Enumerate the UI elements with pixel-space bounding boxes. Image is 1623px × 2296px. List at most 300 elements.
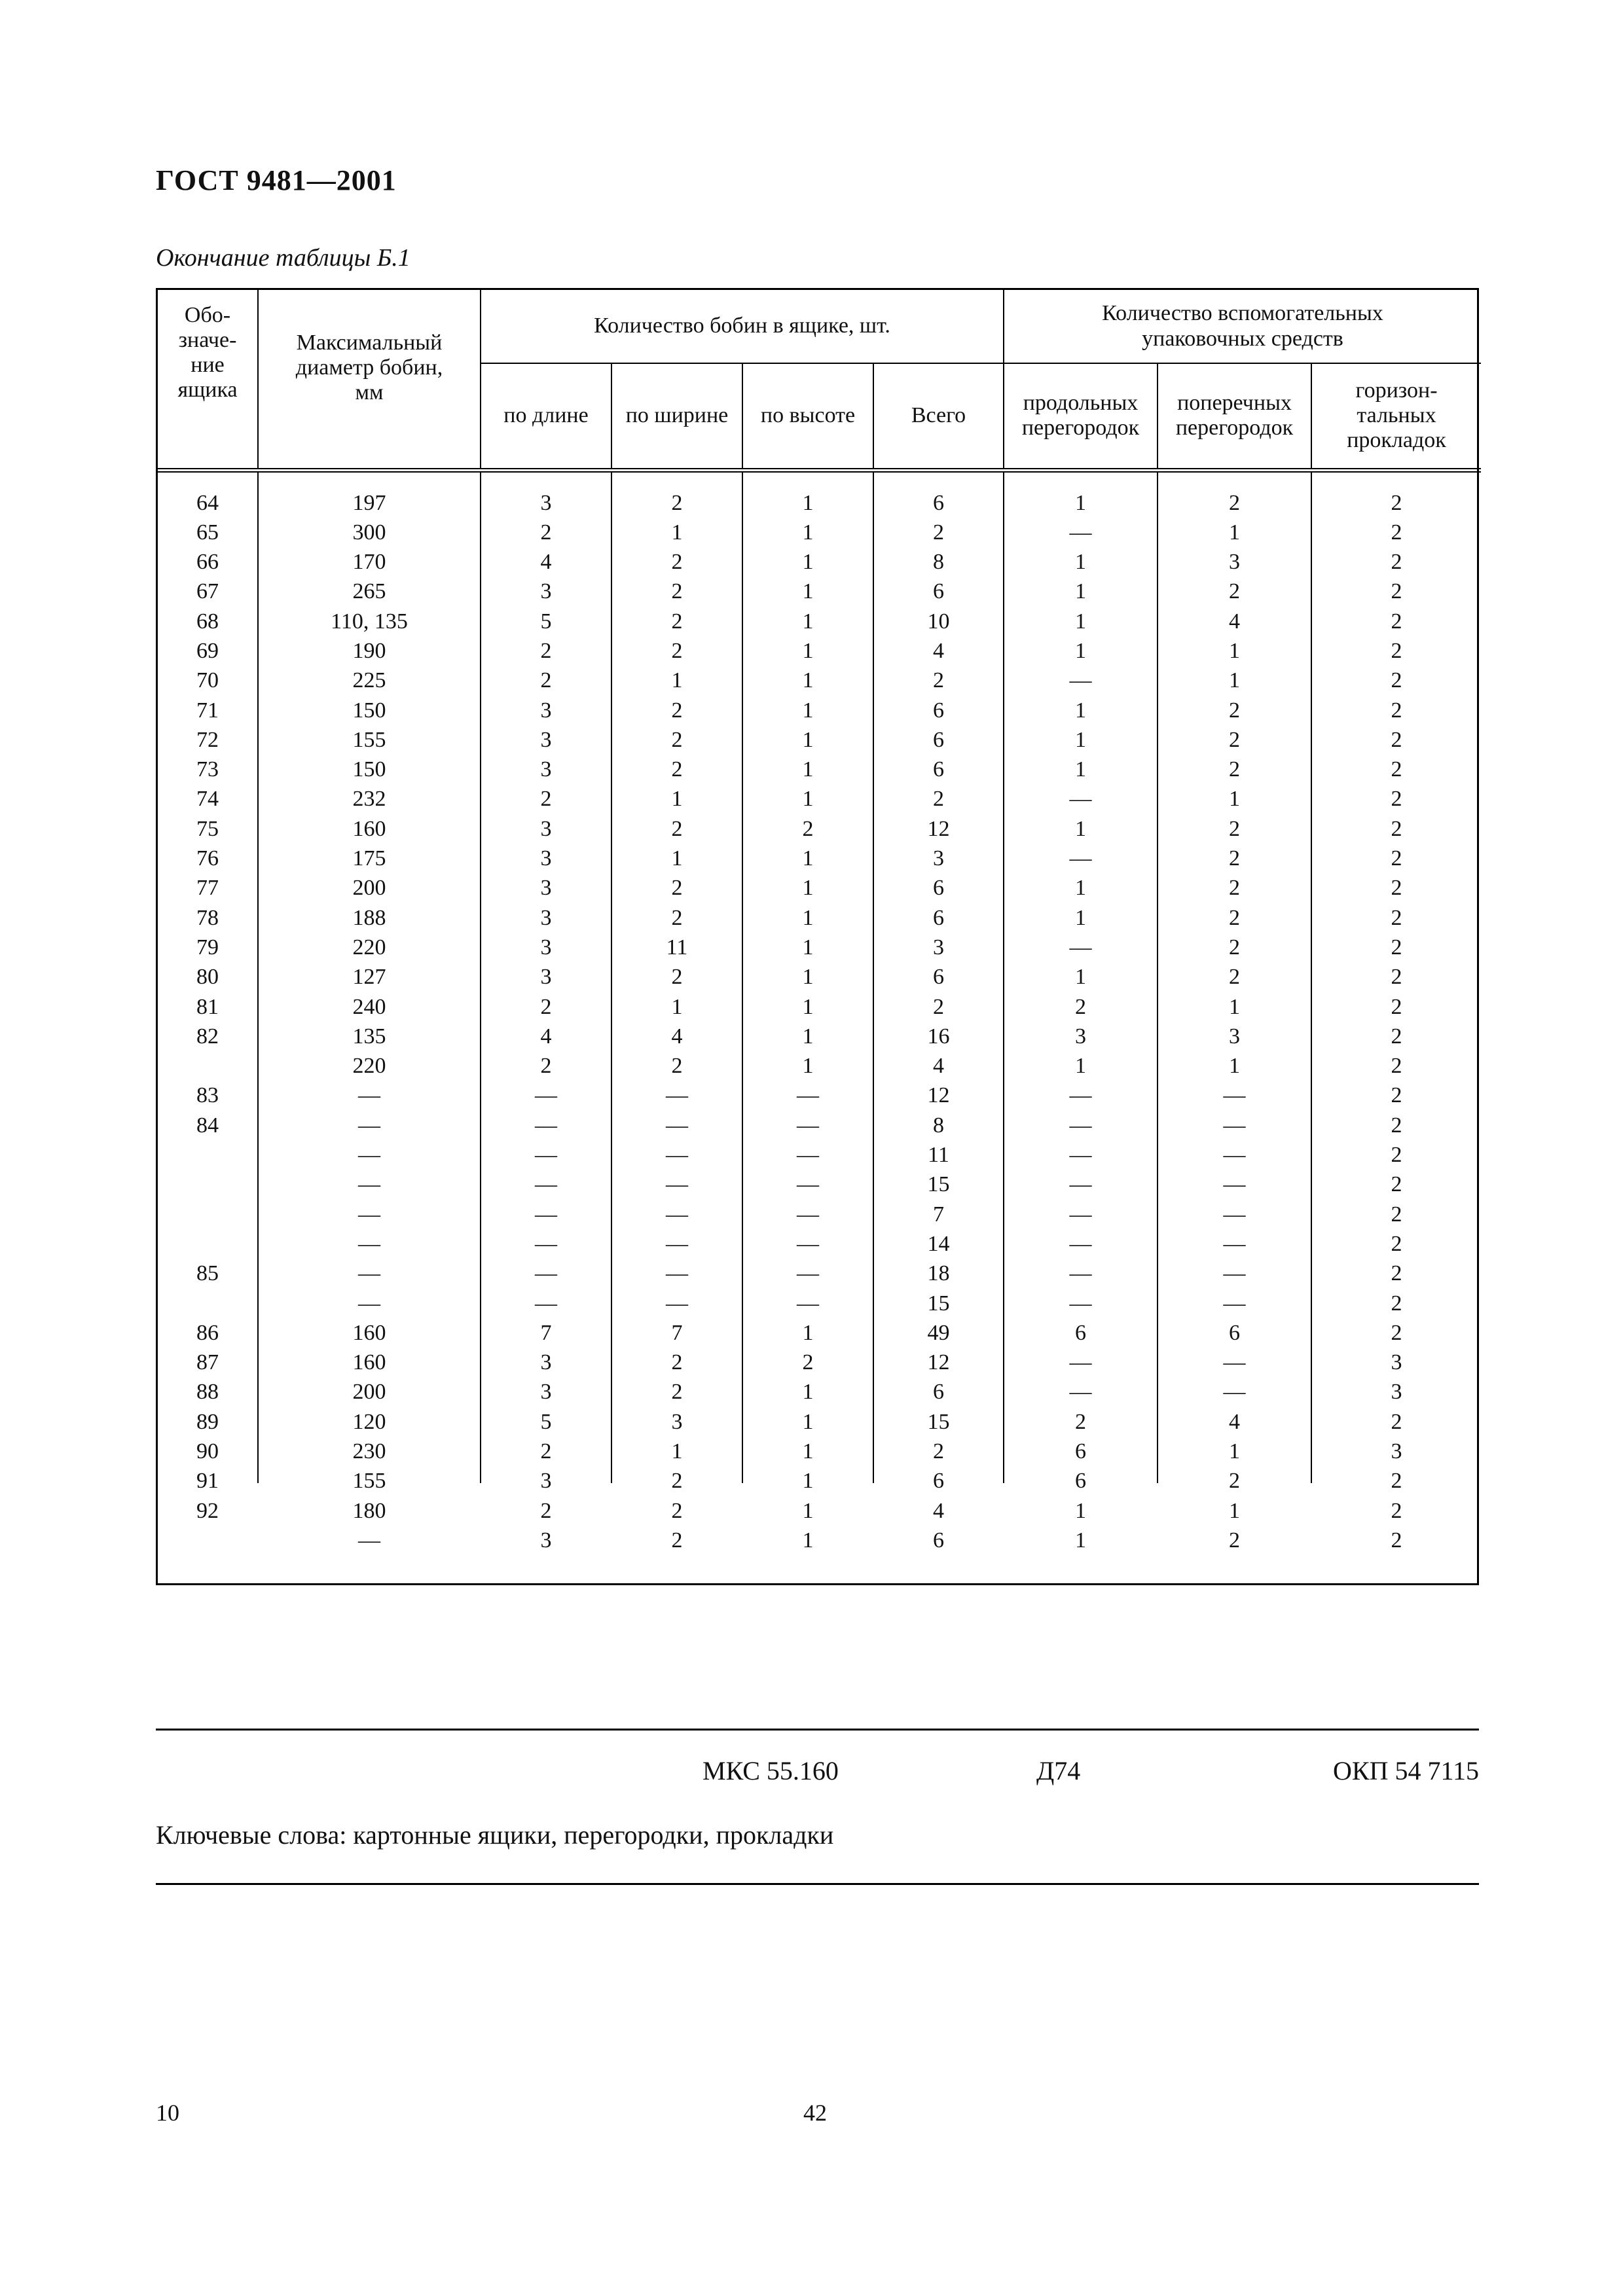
table-cell-horiz: 2: [1391, 1083, 1402, 1108]
table-cell-len: 3: [540, 490, 552, 515]
table-cell-box: 75: [196, 816, 219, 841]
table-cell-long: —: [1069, 935, 1092, 960]
table-cell-horiz: 2: [1391, 1113, 1402, 1138]
table-cell-total: 6: [933, 727, 944, 752]
table-cell-box: 70: [196, 668, 219, 693]
table-cell-box: 71: [196, 698, 219, 723]
table-cell-total: 7: [933, 1202, 944, 1227]
table-cell-hgt: 1: [802, 727, 814, 752]
table-cell-hgt: —: [797, 1291, 819, 1316]
table-cell-cross: —: [1223, 1380, 1246, 1405]
table-cell-horiz: 3: [1391, 1380, 1402, 1405]
column-longitudinal: [1004, 470, 1158, 1552]
table-cell-long: —: [1069, 1143, 1092, 1168]
mks-code: МКС 55.160: [702, 1756, 839, 1785]
table-cell-box: 91: [196, 1469, 219, 1494]
table-cell-long: 2: [1075, 994, 1086, 1019]
table-cell-total: 3: [933, 935, 944, 960]
table-cell-long: —: [1069, 1291, 1092, 1316]
table-cell-total: 12: [927, 816, 950, 841]
table-cell-hgt: 1: [802, 609, 814, 634]
table-cell-wid: 11: [666, 935, 688, 960]
table-cell-total: 11: [928, 1143, 949, 1168]
table-cell-horiz: 2: [1391, 727, 1402, 752]
column-box-designation: [158, 470, 258, 1523]
col-header-transverse: поперечных перегородок: [1158, 363, 1311, 470]
table-cell-total: 2: [933, 787, 944, 812]
column-by-length: [481, 470, 611, 1552]
table-cell-diam: —: [358, 1202, 380, 1227]
table-cell-box: 83: [196, 1083, 219, 1108]
page-number-center: 42: [803, 2100, 827, 2126]
table-cell-diam: 170: [352, 550, 386, 575]
table-cell-wid: 7: [671, 1320, 683, 1345]
table-cell-long: 1: [1075, 727, 1086, 752]
table-cell-total: 8: [933, 1113, 944, 1138]
table-cell-horiz: 2: [1391, 846, 1402, 871]
table-cell-wid: 2: [671, 579, 683, 604]
table-cell-cross: —: [1223, 1143, 1246, 1168]
table-cell-diam: 200: [352, 876, 386, 901]
table-cell-total: 6: [933, 1380, 944, 1405]
table-cell-cross: —: [1223, 1231, 1246, 1256]
table-cell-total: 18: [927, 1261, 950, 1286]
table-cell-wid: 1: [671, 787, 683, 812]
table-cell-len: 5: [540, 1409, 552, 1434]
table-cell-diam: —: [358, 1291, 380, 1316]
table-cell-total: 15: [927, 1291, 950, 1316]
keywords-line: Ключевые слова: картонные ящики, перегородки, прокладки: [156, 1820, 834, 1850]
table-cell-cross: 1: [1229, 787, 1240, 812]
table-cell-hgt: 1: [802, 520, 814, 545]
table-cell-box: [160, 1289, 255, 1318]
table-cell-long: 1: [1075, 490, 1086, 515]
col-header-designation: Обо- значе- ние ящика: [158, 290, 258, 470]
table-cell-wid: 1: [671, 1439, 683, 1463]
col-header-diameter: Максимальный диаметр бобин, мм: [258, 290, 481, 470]
table-cell-len: 2: [540, 638, 552, 663]
col-header-total: Всего: [873, 363, 1004, 470]
table-cell-hgt: 1: [802, 994, 814, 1019]
table-cell-hgt: —: [797, 1261, 819, 1286]
table-cell-diam: 197: [352, 490, 386, 515]
table-cell-horiz: 2: [1391, 965, 1402, 990]
table-cell-long: —: [1069, 1231, 1092, 1256]
table-cell-len: —: [535, 1261, 557, 1286]
table-cell-long: 1: [1075, 965, 1086, 990]
table-cell-horiz: 2: [1391, 757, 1402, 782]
table-cell-wid: 2: [671, 1498, 683, 1523]
table-cell-len: 3: [540, 876, 552, 901]
table-cell-total: 10: [927, 609, 950, 634]
table-cell-cross: 1: [1229, 638, 1240, 663]
table-cell-diam: 230: [352, 1439, 386, 1463]
table-cell-hgt: 1: [802, 1439, 814, 1463]
table-cell-diam: 180: [352, 1498, 386, 1523]
table-cell-total: 6: [933, 1469, 944, 1494]
table-cell-horiz: 2: [1391, 994, 1402, 1019]
table-cell-diam: 135: [352, 1024, 386, 1049]
table-cell-len: —: [535, 1143, 557, 1168]
table-cell-len: —: [535, 1291, 557, 1316]
table-cell-box: 86: [196, 1320, 219, 1345]
table-cell-cross: 6: [1229, 1320, 1240, 1345]
table-cell-hgt: 1: [802, 757, 814, 782]
table-cell-cross: 2: [1229, 816, 1240, 841]
table-cell-len: 2: [540, 520, 552, 545]
table-cell-long: —: [1069, 787, 1092, 812]
table-cell-len: 3: [540, 1380, 552, 1405]
table-cell-box: 80: [196, 965, 219, 990]
table-cell-box: 92: [196, 1498, 219, 1523]
table-cell-box: 67: [196, 579, 219, 604]
table-cell-len: 3: [540, 727, 552, 752]
table-cell-wid: 3: [671, 1409, 683, 1434]
table-cell-diam: —: [358, 1261, 380, 1286]
table-cell-len: 2: [540, 1498, 552, 1523]
table-cell-diam: 150: [352, 698, 386, 723]
table-cell-horiz: 2: [1391, 1054, 1402, 1079]
footer-top-rule: [156, 1729, 1479, 1731]
table-cell-total: 15: [927, 1409, 950, 1434]
table-cell-long: 6: [1075, 1469, 1086, 1494]
table-cell-wid: —: [666, 1202, 688, 1227]
table-cell-horiz: 2: [1391, 816, 1402, 841]
table-cell-hgt: —: [797, 1113, 819, 1138]
table-cell-len: 3: [540, 757, 552, 782]
col-header-height: по высоте: [742, 363, 873, 470]
table-cell-cross: 2: [1229, 1469, 1240, 1494]
table-cell-wid: —: [666, 1172, 688, 1197]
table-cell-len: 3: [540, 905, 552, 930]
table-cell-hgt: 1: [802, 1054, 814, 1079]
table-cell-box: 66: [196, 550, 219, 575]
column-by-width: [611, 470, 742, 1552]
table-cell-total: 12: [927, 1083, 950, 1108]
group-header-aux: Количество вспомогательных упаковочных средств: [1004, 290, 1481, 363]
table-cell-long: 2: [1075, 1409, 1086, 1434]
table-cell-cross: —: [1223, 1113, 1246, 1138]
table-cell-long: 1: [1075, 757, 1086, 782]
table-cell-horiz: 2: [1391, 1231, 1402, 1256]
column-transverse: [1158, 470, 1311, 1552]
table-cell-hgt: —: [797, 1172, 819, 1197]
table-cell-box: [160, 1051, 255, 1081]
table-cell-hgt: 1: [802, 550, 814, 575]
table-cell-hgt: 1: [802, 1409, 814, 1434]
table-cell-horiz: 2: [1391, 668, 1402, 693]
table-cell-cross: 2: [1229, 698, 1240, 723]
table-cell-box: 82: [196, 1024, 219, 1049]
table-cell-cross: 1: [1229, 1498, 1240, 1523]
table-cell-hgt: —: [797, 1202, 819, 1227]
table-cell-total: 2: [933, 994, 944, 1019]
table-cell-horiz: 2: [1391, 579, 1402, 604]
table-cell-cross: 1: [1229, 994, 1240, 1019]
table-cell-diam: 150: [352, 757, 386, 782]
table-cell-diam: 120: [352, 1409, 386, 1434]
table-cell-hgt: —: [797, 1083, 819, 1108]
table-cell-diam: 300: [352, 520, 386, 545]
table-cell-wid: —: [666, 1083, 688, 1108]
table-cell-box: 65: [196, 520, 219, 545]
table-cell-len: 3: [540, 1528, 552, 1552]
table-cell-long: —: [1069, 1083, 1092, 1108]
table-cell-long: 1: [1075, 816, 1086, 841]
table-cell-wid: 1: [671, 520, 683, 545]
table-cell-diam: 225: [352, 668, 386, 693]
table-cell-box: [160, 1170, 255, 1199]
okp-code: ОКП 54 7115: [1333, 1756, 1479, 1785]
table-cell-cross: 2: [1229, 727, 1240, 752]
table-cell-box: 87: [196, 1350, 219, 1375]
column-max-diameter: [258, 470, 481, 1552]
table-cell-diam: 160: [352, 1350, 386, 1375]
table-cell-hgt: 1: [802, 1380, 814, 1405]
table-cell-horiz: 3: [1391, 1350, 1402, 1375]
col-header-width: по ширине: [611, 363, 742, 470]
table-cell-cross: —: [1223, 1350, 1246, 1375]
table-cell-diam: 240: [352, 994, 386, 1019]
table-cell-box: 68: [196, 609, 219, 634]
table-cell-wid: 2: [671, 609, 683, 634]
table-cell-long: —: [1069, 846, 1092, 871]
table-cell-total: 49: [927, 1320, 950, 1345]
table-cell-len: 2: [540, 994, 552, 1019]
table-cell-long: 1: [1075, 638, 1086, 663]
table-cell-wid: —: [666, 1261, 688, 1286]
table-cell-long: —: [1069, 668, 1092, 693]
table-cell-total: 14: [927, 1231, 950, 1256]
col-header-length: по длине: [481, 363, 611, 470]
table-cell-hgt: 1: [802, 905, 814, 930]
table-cell-total: 2: [933, 520, 944, 545]
table-cell-diam: 232: [352, 787, 386, 812]
table-cell-hgt: —: [797, 1231, 819, 1256]
table-cell-box: 76: [196, 846, 219, 871]
table-cell-box: [160, 1140, 255, 1170]
table-cell-cross: —: [1223, 1172, 1246, 1197]
table-cell-wid: 2: [671, 1054, 683, 1079]
table-cell-len: —: [535, 1202, 557, 1227]
table-cell-box: 89: [196, 1409, 219, 1434]
table-cell-total: 6: [933, 1528, 944, 1552]
table-cell-wid: —: [666, 1143, 688, 1168]
table-cell-horiz: 2: [1391, 1469, 1402, 1494]
table-cell-wid: 2: [671, 876, 683, 901]
table-cell-diam: 155: [352, 727, 386, 752]
table-cell-wid: 2: [671, 905, 683, 930]
table-cell-len: 3: [540, 846, 552, 871]
table-cell-diam: 220: [352, 935, 386, 960]
table-cell-len: 7: [540, 1320, 552, 1345]
footer-bottom-rule: [156, 1883, 1479, 1885]
table-cell-wid: 1: [671, 668, 683, 693]
table-cell-long: 1: [1075, 698, 1086, 723]
table-cell-horiz: 2: [1391, 698, 1402, 723]
table-cell-wid: 2: [671, 1528, 683, 1552]
table-cell-hgt: 1: [802, 1469, 814, 1494]
table-cell-hgt: 1: [802, 935, 814, 960]
table-cell-len: 3: [540, 1469, 552, 1494]
table-cell-horiz: 2: [1391, 1528, 1402, 1552]
table-cell-horiz: 2: [1391, 1143, 1402, 1168]
table-cell-cross: 2: [1229, 935, 1240, 960]
table-cell-hgt: —: [797, 1143, 819, 1168]
table-cell-diam: 110, 135: [331, 609, 408, 634]
table-cell-horiz: 2: [1391, 935, 1402, 960]
table-cell-diam: 127: [352, 965, 386, 990]
table-cell-horiz: 2: [1391, 550, 1402, 575]
table-cell-diam: 265: [352, 579, 386, 604]
table-cell-hgt: 1: [802, 579, 814, 604]
table-cell-wid: 2: [671, 490, 683, 515]
table-cell-wid: 1: [671, 846, 683, 871]
table-cell-total: 12: [927, 1350, 950, 1375]
table-cell-long: 1: [1075, 876, 1086, 901]
table-cell-diam: —: [358, 1172, 380, 1197]
table-cell-total: 6: [933, 876, 944, 901]
table-cell-diam: 160: [352, 816, 386, 841]
column-total: [873, 470, 1004, 1552]
table-cell-long: —: [1069, 1113, 1092, 1138]
table-cell-wid: 2: [671, 816, 683, 841]
table-cell-horiz: 2: [1391, 1409, 1402, 1434]
table-cell-total: 6: [933, 490, 944, 515]
table-cell-len: 3: [540, 816, 552, 841]
table-cell-diam: 155: [352, 1469, 386, 1494]
table-cell-len: 3: [540, 965, 552, 990]
table-cell-horiz: 2: [1391, 1024, 1402, 1049]
table-cell-long: 1: [1075, 1528, 1086, 1552]
table-cell-cross: 4: [1229, 609, 1240, 634]
table-cell-total: 2: [933, 1439, 944, 1463]
table-cell-len: —: [535, 1083, 557, 1108]
table-cell-diam: —: [358, 1528, 380, 1552]
table-cell-wid: 1: [671, 994, 683, 1019]
table-cell-cross: 2: [1229, 965, 1240, 990]
table-cell-len: 3: [540, 698, 552, 723]
table-cell-box: 78: [196, 905, 219, 930]
page-number-left: 10: [156, 2100, 179, 2126]
table-cell-hgt: 2: [802, 1350, 814, 1375]
table-cell-diam: —: [358, 1083, 380, 1108]
table-cell-cross: 1: [1229, 668, 1240, 693]
table-cell-horiz: 2: [1391, 876, 1402, 901]
table-cell-diam: —: [358, 1231, 380, 1256]
table-cell-long: 1: [1075, 550, 1086, 575]
column-horizontal: [1311, 470, 1481, 1552]
table-cell-hgt: 2: [802, 816, 814, 841]
table-cell-box: 81: [196, 994, 219, 1019]
table-cell-horiz: 2: [1391, 490, 1402, 515]
table-cell-horiz: 2: [1391, 905, 1402, 930]
table-cell-total: 3: [933, 846, 944, 871]
table-cell-box: [160, 1526, 255, 1555]
table-cell-len: 2: [540, 787, 552, 812]
table-cell-len: 2: [540, 1439, 552, 1463]
table-cell-total: 4: [933, 1498, 944, 1523]
table-cell-box: 69: [196, 638, 219, 663]
table-cell-len: 3: [540, 1350, 552, 1375]
table-cell-box: 74: [196, 787, 219, 812]
table-cell-diam: 220: [352, 1054, 386, 1079]
table-cell-long: 1: [1075, 1498, 1086, 1523]
table-cell-wid: 2: [671, 1380, 683, 1405]
table-cell-cross: 2: [1229, 1528, 1240, 1552]
table-cell-horiz: 2: [1391, 1291, 1402, 1316]
table-cell-cross: —: [1223, 1083, 1246, 1108]
table-cell-box: 64: [196, 490, 219, 515]
table-cell-long: 1: [1075, 1054, 1086, 1079]
table-cell-len: 3: [540, 935, 552, 960]
table-cell-box: 77: [196, 876, 219, 901]
table-cell-diam: 200: [352, 1380, 386, 1405]
table-cell-box: 79: [196, 935, 219, 960]
table-cell-len: 4: [540, 1024, 552, 1049]
table-cell-wid: 2: [671, 698, 683, 723]
table-cell-cross: 2: [1229, 579, 1240, 604]
table-cell-box: 73: [196, 757, 219, 782]
table-cell-diam: —: [358, 1113, 380, 1138]
table-cell-long: —: [1069, 1380, 1092, 1405]
table-cell-cross: 1: [1229, 1439, 1240, 1463]
table-cell-wid: 2: [671, 727, 683, 752]
table-cell-diam: 190: [352, 638, 386, 663]
table-cell-box: 85: [196, 1261, 219, 1286]
data-table: [156, 288, 1479, 1585]
table-cell-long: —: [1069, 1261, 1092, 1286]
table-cell-diam: 160: [352, 1320, 386, 1345]
table-caption: Окончание таблицы Б.1: [156, 244, 410, 272]
column-by-height: [742, 470, 873, 1552]
table-cell-cross: 2: [1229, 846, 1240, 871]
table-cell-box: [160, 1229, 255, 1259]
table-cell-long: 1: [1075, 905, 1086, 930]
table-cell-diam: —: [358, 1143, 380, 1168]
table-cell-cross: —: [1223, 1202, 1246, 1227]
table-cell-hgt: 1: [802, 1320, 814, 1345]
table-cell-diam: 175: [352, 846, 386, 871]
document-title: ГОСТ 9481—2001: [156, 164, 397, 196]
table-cell-wid: 4: [671, 1024, 683, 1049]
table-cell-horiz: 3: [1391, 1439, 1402, 1463]
table-cell-cross: —: [1223, 1291, 1246, 1316]
table-cell-cross: 1: [1229, 520, 1240, 545]
table-cell-wid: —: [666, 1291, 688, 1316]
table-cell-hgt: 1: [802, 698, 814, 723]
table-cell-cross: 4: [1229, 1409, 1240, 1434]
table-cell-hgt: 1: [802, 965, 814, 990]
table-cell-len: 2: [540, 668, 552, 693]
table-cell-wid: 2: [671, 965, 683, 990]
table-cell-total: 15: [927, 1172, 950, 1197]
table-cell-wid: 2: [671, 757, 683, 782]
table-cell-cross: 3: [1229, 1024, 1240, 1049]
table-cell-long: 6: [1075, 1320, 1086, 1345]
table-cell-len: 4: [540, 550, 552, 575]
table-cell-horiz: 2: [1391, 1498, 1402, 1523]
table-cell-cross: 2: [1229, 905, 1240, 930]
table-cell-horiz: 2: [1391, 609, 1402, 634]
table-cell-long: 1: [1075, 579, 1086, 604]
table-cell-hgt: 1: [802, 846, 814, 871]
table-cell-len: —: [535, 1172, 557, 1197]
table-cell-len: 5: [540, 609, 552, 634]
col-header-horizontal: горизон- тальных прокладок: [1311, 363, 1481, 470]
table-cell-cross: 2: [1229, 757, 1240, 782]
table-cell-box: [160, 1200, 255, 1229]
